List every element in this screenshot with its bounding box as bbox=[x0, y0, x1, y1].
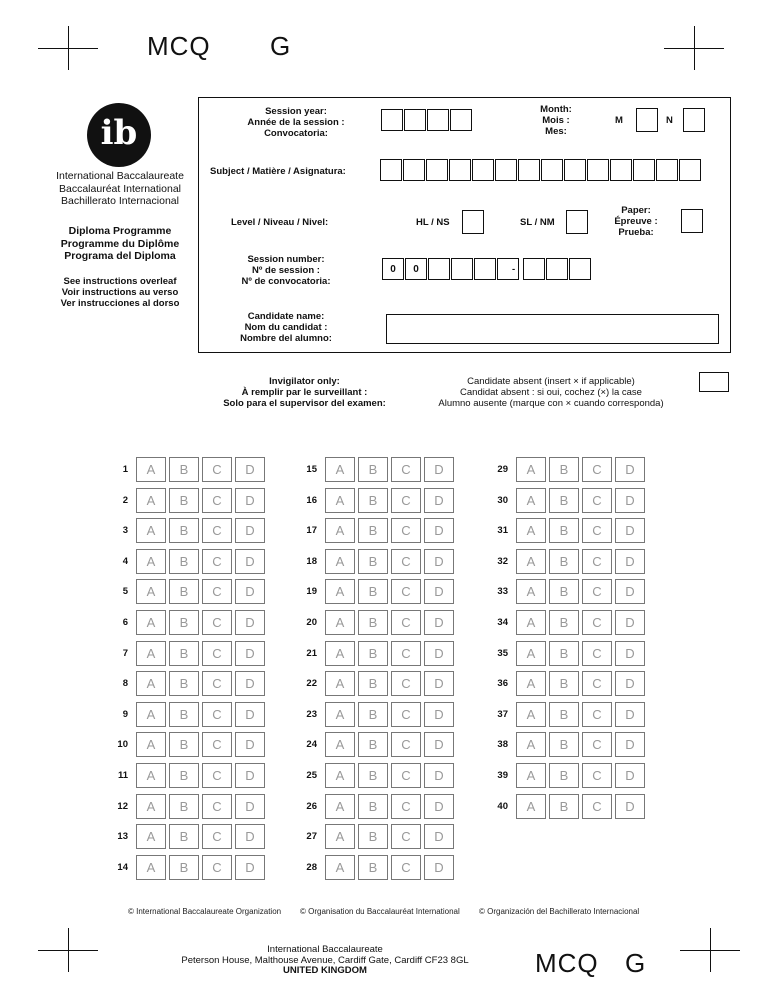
programme-names: Diploma Programme Programme du Diplôme Programa del Diploma bbox=[60, 225, 180, 262]
session-year-field[interactable] bbox=[381, 109, 473, 131]
answer-option-b[interactable]: B bbox=[169, 855, 199, 880]
question-row bbox=[108, 610, 268, 635]
answer-option-a[interactable]: A bbox=[136, 457, 166, 482]
copyright-fr: © Organisation du Baccalauréat International bbox=[300, 907, 460, 916]
answer-option-b[interactable]: B bbox=[358, 610, 388, 635]
answer-option-c[interactable]: C bbox=[202, 518, 232, 543]
answer-option-b[interactable]: B bbox=[169, 702, 199, 727]
answer-option-a[interactable]: A bbox=[516, 549, 546, 574]
subject-label: Subject / Matière / Asignatura: bbox=[210, 166, 346, 177]
question-row bbox=[488, 732, 648, 757]
answer-option-d[interactable]: D bbox=[424, 579, 454, 604]
answer-option-a[interactable]: A bbox=[325, 610, 355, 635]
answer-option-a[interactable]: A bbox=[136, 488, 166, 513]
answer-option-d[interactable]: D bbox=[615, 579, 645, 604]
question-row bbox=[108, 824, 268, 849]
answer-option-a[interactable]: A bbox=[136, 671, 166, 696]
answer-option-c[interactable]: C bbox=[391, 855, 421, 880]
answer-option-b[interactable]: B bbox=[358, 732, 388, 757]
answer-option-b[interactable]: B bbox=[549, 549, 579, 574]
question-number: 23 bbox=[306, 708, 317, 720]
answer-option-a[interactable]: A bbox=[136, 763, 166, 788]
candidate-absent-note: Candidate absent (insert × if applicable) Candidat absent : si oui, cochez (×) la case Alumno ausente (marque con × cuando corresponda) bbox=[438, 376, 664, 409]
answer-option-a[interactable]: A bbox=[136, 794, 166, 819]
question-row bbox=[108, 671, 268, 696]
question-number: 17 bbox=[306, 525, 317, 537]
answer-option-a[interactable]: A bbox=[325, 763, 355, 788]
answer-option-c[interactable]: C bbox=[202, 855, 232, 880]
question-row bbox=[297, 763, 457, 788]
question-row bbox=[108, 855, 268, 880]
registration-mark-top-left bbox=[38, 26, 98, 70]
answer-option-a[interactable]: A bbox=[325, 794, 355, 819]
answer-option-d[interactable]: D bbox=[235, 549, 265, 574]
month-m-label: M bbox=[615, 115, 623, 126]
answer-option-b[interactable]: B bbox=[358, 763, 388, 788]
question-row bbox=[108, 457, 268, 482]
question-number: 11 bbox=[117, 770, 128, 781]
answer-option-a[interactable]: A bbox=[516, 488, 546, 513]
answer-option-b[interactable]: B bbox=[358, 549, 388, 574]
answer-option-d[interactable]: D bbox=[235, 732, 265, 757]
answer-option-d[interactable]: D bbox=[424, 671, 454, 696]
answer-option-b[interactable]: B bbox=[169, 518, 199, 543]
answer-option-d[interactable]: D bbox=[615, 549, 645, 574]
question-number: 4 bbox=[122, 555, 128, 567]
answer-option-a[interactable]: A bbox=[516, 518, 546, 543]
question-number: 21 bbox=[306, 647, 317, 659]
answer-option-a[interactable]: A bbox=[325, 641, 355, 666]
answer-option-a[interactable]: A bbox=[516, 763, 546, 788]
question-row bbox=[297, 641, 457, 666]
answer-option-b[interactable]: B bbox=[169, 763, 199, 788]
answer-option-c[interactable]: C bbox=[202, 549, 232, 574]
org-names: International Baccalaureate Baccalauréat International Bachillerato Internacional bbox=[56, 170, 184, 207]
registration-mark-bottom-left bbox=[38, 928, 98, 972]
level-label: Level / Niveau / Nivel: bbox=[231, 217, 329, 228]
answer-option-a[interactable]: A bbox=[516, 794, 546, 819]
question-row bbox=[108, 488, 268, 513]
question-row bbox=[108, 794, 268, 819]
answer-option-c[interactable]: C bbox=[391, 824, 421, 849]
answer-option-d[interactable]: D bbox=[235, 610, 265, 635]
answer-option-d[interactable]: D bbox=[615, 518, 645, 543]
answer-option-a[interactable]: A bbox=[516, 641, 546, 666]
answer-option-d[interactable]: D bbox=[424, 610, 454, 635]
answer-option-d[interactable]: D bbox=[424, 488, 454, 513]
question-number: 2 bbox=[122, 494, 128, 506]
answer-option-b[interactable]: B bbox=[358, 457, 388, 482]
question-row bbox=[488, 641, 648, 666]
question-number: 40 bbox=[497, 800, 508, 812]
answer-option-c[interactable]: C bbox=[202, 732, 232, 757]
answer-option-c[interactable]: C bbox=[202, 824, 232, 849]
ib-logo: ib bbox=[87, 103, 151, 167]
session-number-suffix-field[interactable] bbox=[523, 258, 592, 280]
question-row bbox=[297, 732, 457, 757]
answer-option-b[interactable]: B bbox=[549, 732, 579, 757]
question-row bbox=[488, 488, 648, 513]
answer-option-a[interactable]: A bbox=[325, 855, 355, 880]
answer-option-d[interactable]: D bbox=[615, 732, 645, 757]
paper-field[interactable] bbox=[681, 209, 704, 233]
question-number: 12 bbox=[117, 800, 128, 812]
question-row bbox=[488, 518, 648, 543]
question-number: 36 bbox=[497, 678, 508, 690]
question-number: 18 bbox=[306, 555, 317, 567]
question-number: 38 bbox=[497, 739, 508, 751]
answer-option-c[interactable]: C bbox=[391, 732, 421, 757]
answer-option-d[interactable]: D bbox=[615, 794, 645, 819]
question-number: 27 bbox=[306, 831, 317, 843]
answer-option-b[interactable]: B bbox=[358, 518, 388, 543]
copyright-es: © Organización del Bachillerato Internacional bbox=[479, 907, 640, 916]
answer-option-a[interactable]: A bbox=[325, 579, 355, 604]
answer-option-d[interactable]: D bbox=[235, 518, 265, 543]
question-row bbox=[108, 732, 268, 757]
registration-mark-top-right bbox=[664, 26, 724, 70]
answer-option-a[interactable]: A bbox=[325, 457, 355, 482]
question-row bbox=[488, 794, 648, 819]
copyright-en: © International Baccalaureate Organization bbox=[128, 907, 282, 916]
answer-option-a[interactable]: A bbox=[516, 457, 546, 482]
answer-option-c[interactable]: C bbox=[582, 702, 612, 727]
session-year-label: Session year: Année de la session : Convocatoria: bbox=[247, 106, 345, 139]
question-number: 28 bbox=[306, 861, 317, 873]
invigilator-label: Invigilator only: À remplir par le surveillant : Solo para el supervisor del examen: bbox=[223, 376, 386, 409]
month-label: Month: Mois : Mes: bbox=[540, 104, 572, 137]
question-number: 13 bbox=[117, 831, 128, 843]
question-row bbox=[488, 763, 648, 788]
answer-option-b[interactable]: B bbox=[169, 732, 199, 757]
answer-option-a[interactable]: A bbox=[136, 518, 166, 543]
answer-option-d[interactable]: D bbox=[235, 488, 265, 513]
question-row bbox=[297, 702, 457, 727]
answer-option-a[interactable]: A bbox=[325, 488, 355, 513]
question-number: 35 bbox=[497, 647, 508, 659]
instructions-note: See instructions overleaf Voir instructions au verso Ver instrucciones al dorso bbox=[60, 276, 180, 309]
question-number: 29 bbox=[497, 464, 508, 475]
question-number: 30 bbox=[497, 494, 508, 506]
address-block: International Baccalaureate Peterson House, Malthouse Avenue, Cardiff Gate, Cardiff CF23 8GL UNITED KINGDOM bbox=[181, 944, 469, 976]
answer-option-d[interactable]: D bbox=[615, 488, 645, 513]
question-number: 9 bbox=[122, 708, 128, 720]
answer-option-c[interactable]: C bbox=[391, 763, 421, 788]
answer-option-c[interactable]: C bbox=[582, 794, 612, 819]
answer-option-c[interactable]: C bbox=[391, 641, 421, 666]
answer-option-a[interactable]: A bbox=[136, 641, 166, 666]
answer-option-a[interactable]: A bbox=[136, 702, 166, 727]
answer-option-c[interactable]: C bbox=[582, 457, 612, 482]
answer-option-d[interactable]: D bbox=[235, 641, 265, 666]
answer-option-c[interactable]: C bbox=[391, 671, 421, 696]
answer-option-d[interactable]: D bbox=[615, 457, 645, 482]
answer-option-c[interactable]: C bbox=[582, 671, 612, 696]
question-number: 15 bbox=[306, 464, 317, 475]
answer-option-c[interactable]: C bbox=[202, 641, 232, 666]
answer-option-a[interactable]: A bbox=[136, 610, 166, 635]
answer-option-b[interactable]: B bbox=[549, 579, 579, 604]
answer-option-b[interactable]: B bbox=[549, 488, 579, 513]
answer-option-c[interactable]: C bbox=[202, 702, 232, 727]
answer-option-d[interactable]: D bbox=[235, 794, 265, 819]
month-n-label: N bbox=[666, 115, 673, 126]
question-row bbox=[108, 579, 268, 604]
question-row bbox=[488, 610, 648, 635]
question-number: 3 bbox=[122, 525, 128, 537]
answer-option-a[interactable]: A bbox=[516, 702, 546, 727]
answer-option-c[interactable]: C bbox=[391, 579, 421, 604]
answer-option-d[interactable]: D bbox=[424, 549, 454, 574]
question-number: 1 bbox=[122, 464, 128, 475]
question-row bbox=[297, 794, 457, 819]
answer-option-a[interactable]: A bbox=[325, 549, 355, 574]
subject-field[interactable] bbox=[380, 159, 702, 181]
answer-option-c[interactable]: C bbox=[391, 457, 421, 482]
answer-option-b[interactable]: B bbox=[169, 579, 199, 604]
answer-option-d[interactable]: D bbox=[235, 855, 265, 880]
mcq-label-bottom: MCQ bbox=[535, 948, 599, 978]
question-row bbox=[108, 518, 268, 543]
answer-option-b[interactable]: B bbox=[549, 763, 579, 788]
answer-option-a[interactable]: A bbox=[516, 671, 546, 696]
answer-option-d[interactable]: D bbox=[424, 457, 454, 482]
answer-option-a[interactable]: A bbox=[325, 518, 355, 543]
candidate-absent-checkbox[interactable] bbox=[699, 372, 729, 392]
answer-option-b[interactable]: B bbox=[549, 457, 579, 482]
question-row bbox=[488, 457, 648, 482]
question-row bbox=[297, 610, 457, 635]
question-number: 39 bbox=[497, 770, 508, 781]
question-number: 6 bbox=[122, 617, 128, 628]
session-number-field[interactable]: 0 0 bbox=[382, 258, 520, 280]
question-row bbox=[488, 671, 648, 696]
answer-option-d[interactable]: D bbox=[424, 855, 454, 880]
answer-option-c[interactable]: C bbox=[582, 488, 612, 513]
sl-field[interactable] bbox=[566, 210, 589, 234]
answer-option-d[interactable]: D bbox=[235, 457, 265, 482]
answer-option-c[interactable]: C bbox=[391, 794, 421, 819]
answer-option-d[interactable]: D bbox=[235, 824, 265, 849]
question-number: 37 bbox=[497, 708, 508, 720]
question-row bbox=[108, 641, 268, 666]
answer-option-c[interactable]: C bbox=[391, 518, 421, 543]
question-number: 5 bbox=[122, 586, 128, 598]
question-row bbox=[297, 457, 457, 482]
answer-option-b[interactable]: B bbox=[358, 671, 388, 696]
answer-option-b[interactable]: B bbox=[549, 518, 579, 543]
question-row bbox=[297, 855, 457, 880]
month-m-field[interactable] bbox=[636, 108, 659, 132]
answer-option-a[interactable]: A bbox=[136, 579, 166, 604]
answer-option-d[interactable]: D bbox=[424, 518, 454, 543]
answer-option-a[interactable]: A bbox=[136, 855, 166, 880]
question-row bbox=[488, 702, 648, 727]
question-number: 33 bbox=[497, 586, 508, 598]
question-row bbox=[108, 763, 268, 788]
question-row bbox=[297, 518, 457, 543]
sl-label: SL / NM bbox=[520, 217, 555, 228]
answer-option-d[interactable]: D bbox=[424, 763, 454, 788]
question-number: 8 bbox=[122, 678, 128, 690]
answer-option-c[interactable]: C bbox=[391, 702, 421, 727]
answer-option-d[interactable]: D bbox=[424, 732, 454, 757]
paper-label: Paper: Épreuve : Prueba: bbox=[614, 205, 658, 238]
question-row bbox=[297, 824, 457, 849]
answer-option-d[interactable]: D bbox=[424, 824, 454, 849]
question-row bbox=[108, 549, 268, 574]
question-number: 7 bbox=[122, 647, 128, 659]
answer-option-b[interactable]: B bbox=[358, 794, 388, 819]
answer-option-b[interactable]: B bbox=[549, 641, 579, 666]
answer-option-a[interactable]: A bbox=[516, 579, 546, 604]
answer-option-b[interactable]: B bbox=[358, 855, 388, 880]
answer-option-d[interactable]: D bbox=[615, 763, 645, 788]
answer-option-c[interactable]: C bbox=[582, 549, 612, 574]
answer-option-b[interactable]: B bbox=[358, 641, 388, 666]
question-row bbox=[108, 702, 268, 727]
question-row bbox=[297, 488, 457, 513]
session-number-dash: - bbox=[512, 264, 516, 275]
answer-option-c[interactable]: C bbox=[202, 763, 232, 788]
answer-option-d[interactable]: D bbox=[615, 671, 645, 696]
answer-option-a[interactable]: A bbox=[325, 732, 355, 757]
answer-option-c[interactable]: C bbox=[202, 579, 232, 604]
answer-option-c[interactable]: C bbox=[582, 732, 612, 757]
question-number: 20 bbox=[306, 617, 317, 628]
answer-option-c[interactable]: C bbox=[582, 579, 612, 604]
answer-option-a[interactable]: A bbox=[516, 610, 546, 635]
answer-option-c[interactable]: C bbox=[202, 457, 232, 482]
question-number: 19 bbox=[306, 586, 317, 598]
answer-option-d[interactable]: D bbox=[615, 641, 645, 666]
answer-option-b[interactable]: B bbox=[169, 671, 199, 696]
answer-option-d[interactable]: D bbox=[235, 579, 265, 604]
hl-field[interactable] bbox=[462, 210, 485, 234]
answer-option-c[interactable]: C bbox=[202, 610, 232, 635]
answer-option-b[interactable]: B bbox=[169, 794, 199, 819]
answer-option-b[interactable]: B bbox=[169, 488, 199, 513]
answer-option-a[interactable]: A bbox=[325, 702, 355, 727]
question-number: 26 bbox=[306, 800, 317, 812]
session-number-label: Session number: Nº de session : Nº de convocatoria: bbox=[241, 254, 331, 287]
answer-option-b[interactable]: B bbox=[549, 610, 579, 635]
candidate-name-field[interactable] bbox=[386, 314, 719, 344]
answer-option-b[interactable]: B bbox=[169, 610, 199, 635]
answer-option-b[interactable]: B bbox=[169, 457, 199, 482]
answer-option-c[interactable]: C bbox=[391, 549, 421, 574]
hl-label: HL / NS bbox=[416, 217, 450, 228]
answer-option-a[interactable]: A bbox=[516, 732, 546, 757]
answer-option-b[interactable]: B bbox=[549, 794, 579, 819]
question-number: 25 bbox=[306, 770, 317, 781]
question-number: 31 bbox=[497, 525, 508, 537]
question-number: 34 bbox=[497, 617, 508, 628]
answer-option-b[interactable]: B bbox=[358, 824, 388, 849]
question-row bbox=[297, 579, 457, 604]
answer-option-b[interactable]: B bbox=[169, 641, 199, 666]
answer-option-c[interactable]: C bbox=[582, 610, 612, 635]
answer-option-c[interactable]: C bbox=[582, 641, 612, 666]
answer-option-a[interactable]: A bbox=[136, 824, 166, 849]
answer-option-a[interactable]: A bbox=[136, 549, 166, 574]
answer-option-d[interactable]: D bbox=[615, 610, 645, 635]
answer-option-a[interactable]: A bbox=[136, 732, 166, 757]
version-label-bottom: G bbox=[625, 948, 647, 978]
month-n-field[interactable] bbox=[683, 108, 706, 132]
registration-mark-bottom-right bbox=[680, 928, 740, 972]
question-number: 14 bbox=[117, 861, 128, 873]
answer-option-a[interactable]: A bbox=[325, 671, 355, 696]
answer-option-d[interactable]: D bbox=[235, 671, 265, 696]
question-number: 16 bbox=[306, 494, 317, 506]
answer-option-b[interactable]: B bbox=[549, 671, 579, 696]
answer-option-b[interactable]: B bbox=[549, 702, 579, 727]
answer-option-b[interactable]: B bbox=[358, 579, 388, 604]
mcq-label-top: MCQ bbox=[147, 31, 211, 61]
question-row bbox=[488, 579, 648, 604]
answer-option-d[interactable]: D bbox=[235, 702, 265, 727]
answer-option-b[interactable]: B bbox=[169, 824, 199, 849]
answer-option-c[interactable]: C bbox=[582, 763, 612, 788]
question-row bbox=[297, 549, 457, 574]
answer-option-c[interactable]: C bbox=[582, 518, 612, 543]
answer-option-c[interactable]: C bbox=[202, 794, 232, 819]
question-row bbox=[488, 549, 648, 574]
question-number: 22 bbox=[306, 678, 317, 690]
answer-option-c[interactable]: C bbox=[202, 671, 232, 696]
answer-option-b[interactable]: B bbox=[358, 702, 388, 727]
answer-option-d[interactable]: D bbox=[424, 794, 454, 819]
version-label-top: G bbox=[270, 31, 292, 61]
question-number: 24 bbox=[306, 739, 317, 751]
answer-option-d[interactable]: D bbox=[615, 702, 645, 727]
question-row bbox=[297, 671, 457, 696]
answer-option-c[interactable]: C bbox=[391, 488, 421, 513]
answer-option-c[interactable]: C bbox=[202, 488, 232, 513]
answer-option-d[interactable]: D bbox=[235, 763, 265, 788]
question-number: 10 bbox=[117, 739, 128, 751]
answer-option-d[interactable]: D bbox=[424, 641, 454, 666]
question-number: 32 bbox=[497, 555, 508, 567]
answer-option-a[interactable]: A bbox=[325, 824, 355, 849]
candidate-name-label: Candidate name: Nom du candidat : Nombre del alumno: bbox=[240, 311, 332, 344]
answer-option-c[interactable]: C bbox=[391, 610, 421, 635]
answer-option-b[interactable]: B bbox=[169, 549, 199, 574]
answer-option-d[interactable]: D bbox=[424, 702, 454, 727]
answer-option-b[interactable]: B bbox=[358, 488, 388, 513]
